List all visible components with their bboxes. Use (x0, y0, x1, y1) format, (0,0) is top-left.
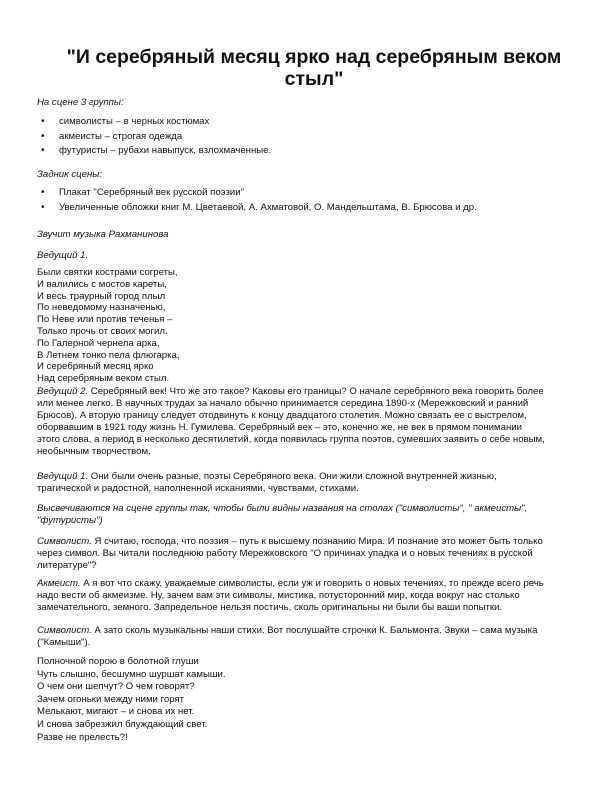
poem-line: О чем они шепчут? О чем говорят? (37, 681, 195, 693)
paragraph-host2 (37, 386, 585, 459)
list-item: • футуристы – рубахи навыпуск, взлохмаченные. (37, 145, 585, 160)
poem-line: Чуть слышно, бесшумно шуршат камыши. (37, 668, 226, 680)
speaker-label: Ведущий 2. (37, 386, 89, 397)
list-item: • акмеисты – строгая одежда (37, 131, 585, 146)
poem-line: Разве не прелесть?! (37, 731, 128, 743)
paragraph-line: А зато сколь музыкальны наши стихи. Вот послушайте строчки К. Бальмонта. Звуки – сама музыка (91, 625, 538, 636)
poem-line: И серебряный месяц ярко (37, 361, 154, 373)
poem-line: Над серебряным веком стыл. (37, 373, 170, 385)
poem-line: По неведомому назначенью, (37, 302, 166, 314)
paragraph-line: надо вести об акмеизме. Ну, зачем вам эти символы, мистика, потусторонний мир, когда вокруг нас столько (37, 590, 520, 602)
host1-label: Ведущий 1. (37, 250, 89, 261)
poem-line: И валились с мостов кареты, (37, 278, 167, 290)
paragraph-line: этого слова, а период в несколько десятилетий, когда появилась группа поэтов, сумевших заявить о себе новым, (37, 434, 545, 446)
paragraph-line: "футуристы") (37, 515, 103, 527)
backdrop-items-list (37, 187, 585, 216)
poem-kamyshi (37, 656, 337, 744)
music-note: Звучит музыка Рахманинова (37, 229, 169, 240)
list-item: • символисты – в черных костюмах (37, 116, 585, 131)
paragraph-line: ("Камыши"). (37, 637, 91, 649)
stage-direction (37, 503, 585, 527)
paragraph-acmeist (37, 578, 585, 614)
poem-line: Зачем огоньки между ними горят (37, 693, 185, 705)
paragraph-symbolist-1 (37, 536, 585, 572)
page-title: "И серебряный месяц ярко над серебряным веком стыл" (66, 46, 562, 90)
speaker-label: Символист. (37, 536, 92, 547)
stage-groups-list (37, 116, 585, 160)
paragraph-line: необычным творчеством. (37, 446, 151, 458)
stage-heading: На сцене 3 группы: (37, 97, 124, 108)
paragraph-line: оборвавшим в 1921 году жизнь Н. Гумилева. Серебряный век – это, конечно же, не век в прямом понимании (37, 422, 522, 434)
paragraph-line: Брюсов). А вторую границу следует отодвинуть к концу двадцатого столетия. Можно связать ее с выстрелом, (37, 410, 527, 422)
paragraph-line: или менее легко. В научных трудах за начало обычно принимается середина 1890-х (Мережковский и ранний (37, 398, 529, 410)
poem-first (37, 267, 337, 385)
poem-line: Только прочь от своих могил. (37, 325, 168, 337)
paragraph-line: литературе"? (37, 560, 97, 572)
poem-line: И весь траурный город плыл (37, 290, 166, 302)
paragraph-host1 (37, 471, 585, 495)
poem-line: Были святки кострами согреты, (37, 267, 178, 278)
poem-line: В Летнем тонко пела флюгарка, (37, 349, 180, 361)
paragraph-line: замечательного, земного. Запредельное нельзя постичь, сколь оригинальны ни были бы ваши попытки. (37, 602, 503, 614)
paragraph-line: трагической и радостной, наполненной исканиями, чувствами, стихами. (37, 483, 359, 495)
speaker-label: Символист. (37, 625, 92, 636)
paragraph-symbolist-2 (37, 625, 585, 649)
speaker-label: Акмеист. (37, 578, 81, 589)
list-item: • Увеличенные обложки книг М. Цветаевой, А. Ахматовой, О. Мандельштама, В. Брюсова и др. (37, 202, 585, 217)
paragraph-line: Я считаю, господа, что поэзия – путь к высшему познанию Мира. И познание это может быть только (91, 536, 543, 547)
poem-line: По Неве или против теченья – (37, 314, 173, 326)
poem-line: Полночной порою в болотной глуши (37, 656, 199, 667)
backdrop-heading: Задник сцены: (37, 169, 102, 180)
poem-line: По Галерной чернела арка, (37, 337, 160, 349)
poem-line: И снова забрезжил блуждающий свет. (37, 718, 208, 730)
speaker-label: Ведущий 1. (37, 471, 89, 482)
paragraph-line: А я вот что скажу, уважаемые символисты, если уж и говорить о новых течениях, то прежде всего речь (80, 578, 544, 589)
paragraph-line: через символ. Вы читали последнюю работу Мережковского "О причинах упадка и о новых течениях в русской (37, 548, 533, 560)
paragraph-line: Серебряный век! Что же это такое? Каковы его границы? О начале серебряного века говорить более (88, 386, 544, 397)
poem-line: Мелькают, мигают – и снова их нет. (37, 706, 195, 718)
paragraph-line: Они были очень разные, поэты Серебряного века. Они жили сложной внутренней жизнью, (88, 471, 497, 482)
list-item: • Плакат "Серебряный век русской поэзии" (37, 187, 585, 202)
paragraph-line: Высвечиваются на сцене группы так, чтобы были видны названия на столах ("символисты", " акмеисты", (37, 503, 528, 514)
